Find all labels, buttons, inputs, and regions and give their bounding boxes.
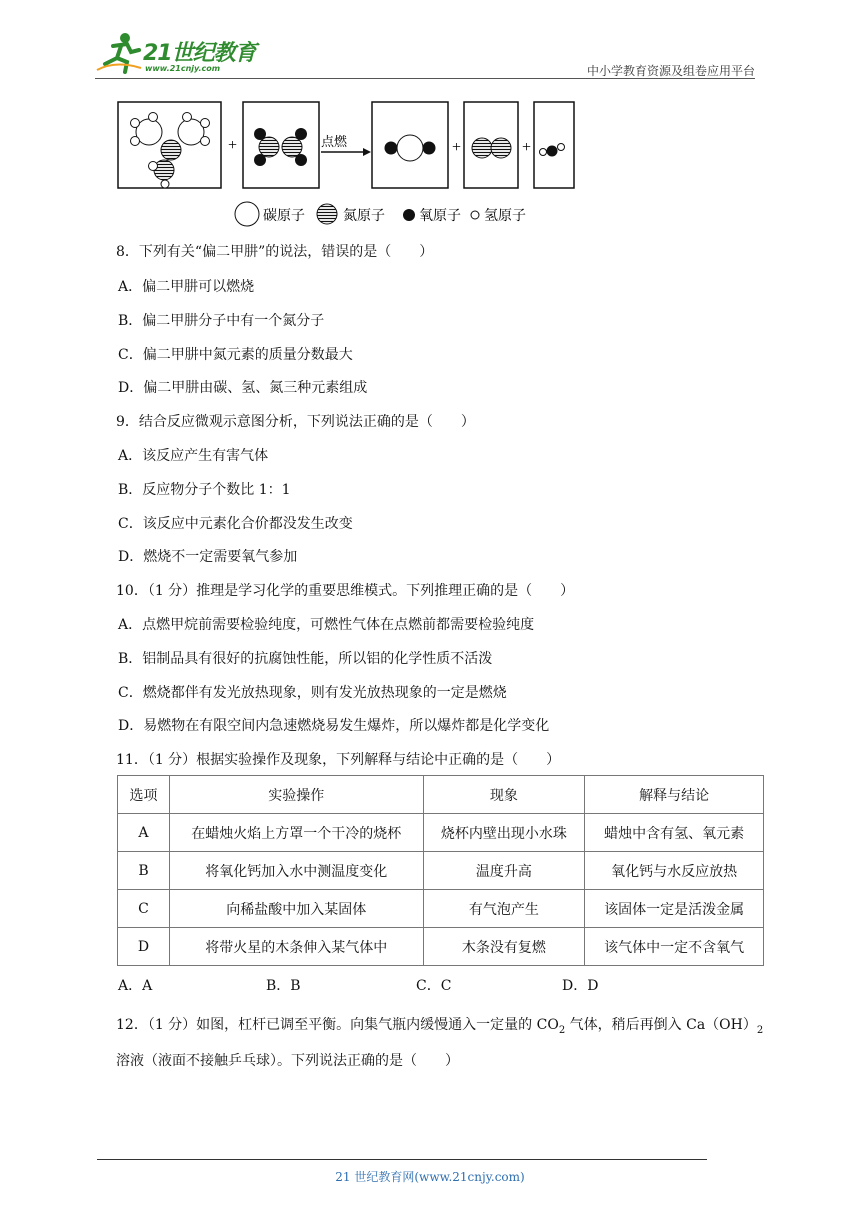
table-header: 现象 <box>423 776 585 814</box>
runner-logo-icon <box>95 30 143 74</box>
table-row <box>118 890 764 928</box>
plus-sign-2: + <box>452 139 462 156</box>
question-9 <box>116 411 475 431</box>
table-cell: 该固体一定是活泼金属 <box>585 890 764 928</box>
option-11d[interactable]: D．D <box>562 978 599 994</box>
question-stem: 下列有关“偏二甲肼”的说法，错误的是（ ） <box>138 244 434 260</box>
option-10a[interactable]: A．点燃甲烷前需要检验纯度，可燃性气体在点燃前都需要检验纯度 <box>118 617 535 633</box>
platform-name: 中小学教育资源及组卷应用平台 <box>586 64 755 78</box>
option-9c[interactable]: C．该反应中元素化合价都没发生改变 <box>118 516 353 532</box>
legend-hydrogen: 氢原子 <box>484 208 526 224</box>
product-box-co2 <box>372 102 448 188</box>
table-row <box>118 928 764 966</box>
option-8d[interactable]: D．偏二甲肼由碳、氢、氮三种元素组成 <box>118 380 368 396</box>
plus-sign-3: + <box>522 139 532 156</box>
table-cell: D <box>118 928 170 966</box>
nitrogen-atom-icon <box>317 204 337 224</box>
question-stem-part: （1 分）如图，杠杆已调至平衡。向集气瓶内缓慢通入一定量的 CO <box>147 1017 559 1033</box>
header-divider <box>95 78 755 79</box>
legend-nitrogen: 氮原子 <box>343 208 385 224</box>
table-header: 实验操作 <box>169 776 423 814</box>
legend-oxygen: 氧原子 <box>419 208 461 224</box>
option-11a[interactable]: A．A <box>118 978 153 994</box>
question-number: 10． <box>116 583 148 599</box>
question-number: 8． <box>116 244 139 260</box>
table-cell: 有气泡产生 <box>423 890 585 928</box>
question-8 <box>116 241 433 261</box>
arrow-label: 点燃 <box>321 135 348 150</box>
question-number: 9． <box>116 414 139 430</box>
option-10d[interactable]: D．易燃物在有限空间内急速燃烧易发生爆炸，所以爆炸都是化学变化 <box>118 718 550 734</box>
table-header: 解释与结论 <box>585 776 764 814</box>
table-row <box>118 814 764 852</box>
option-8c[interactable]: C．偏二甲肼中氮元素的质量分数最大 <box>118 347 353 363</box>
footer-divider <box>97 1159 707 1160</box>
table-header-row <box>118 776 764 814</box>
logo-url: www.21cnjy.com <box>145 64 221 73</box>
table-cell: C <box>118 890 170 928</box>
table-cell: 氧化钙与水反应放热 <box>585 852 764 890</box>
reaction-diagram <box>115 100 585 230</box>
question-10 <box>116 580 574 600</box>
question-stem-part: 溶液（液面不接触乒乓球）。下列说法正确的是（ ） <box>116 1052 459 1069</box>
product-box-h2o <box>534 102 574 188</box>
table-cell: 蜡烛中含有氢、氧元素 <box>585 814 764 852</box>
subscript: 2 <box>558 1024 566 1036</box>
reactant-box-2 <box>243 102 319 188</box>
option-11b[interactable]: B．B <box>266 978 301 994</box>
arrow-head-icon <box>363 148 371 156</box>
option-9a[interactable]: A．该反应产生有害气体 <box>118 448 269 464</box>
table-cell: 烧杯内壁出现小水珠 <box>423 814 585 852</box>
subscript: 2 <box>756 1024 764 1036</box>
table-header: 选项 <box>118 776 170 814</box>
option-11c[interactable]: C．C <box>416 978 452 994</box>
atom-legend <box>235 202 526 226</box>
plus-sign-1: + <box>228 137 238 154</box>
option-9b[interactable]: B．反应物分子个数比 1：1 <box>118 482 291 498</box>
option-9d[interactable]: D．燃烧不一定需要氧气参加 <box>118 549 298 565</box>
option-8a[interactable]: A．偏二甲肼可以燃烧 <box>118 279 255 295</box>
experiment-table <box>117 775 764 966</box>
table-cell: 将带火星的木条伸入某气体中 <box>169 928 423 966</box>
question-number: 11． <box>116 752 148 768</box>
table-cell: 木条没有复燃 <box>423 928 585 966</box>
question-11 <box>116 749 560 769</box>
table-cell: 向稀盐酸中加入某固体 <box>169 890 423 928</box>
option-8b[interactable]: B．偏二甲肼分子中有一个氮分子 <box>118 313 325 329</box>
table-cell: A <box>118 814 170 852</box>
table-cell: B <box>118 852 170 890</box>
option-10b[interactable]: B．铝制品具有很好的抗腐蚀性能，所以铝的化学性质不活泼 <box>118 651 493 667</box>
page-header <box>95 30 755 78</box>
question-number: 12． <box>116 1017 148 1033</box>
table-cell: 在蜡烛火焰上方罩一个干冷的烧杯 <box>169 814 423 852</box>
question-stem-part: 气体，稍后再倒入 Ca（OH） <box>565 1017 757 1033</box>
reactant-box-1 <box>118 102 221 188</box>
hydrogen-atom-icon <box>471 211 479 219</box>
table-cell: 温度升高 <box>423 852 585 890</box>
legend-carbon: 碳原子 <box>263 208 305 224</box>
page-footer[interactable]: 21 世纪教育网(www.21cnjy.com) <box>335 1170 525 1184</box>
option-10c[interactable]: C．燃烧都伴有发光放热现象，则有发光放热现象的一定是燃烧 <box>118 685 507 701</box>
table-cell: 该气体中一定不含氧气 <box>585 928 764 966</box>
carbon-atom-icon <box>235 202 259 226</box>
question-stem: 结合反应微观示意图分析，下列说法正确的是（ ） <box>138 414 475 430</box>
question-stem: （1 分）根据实验操作及现象，下列解释与结论中正确的是（ ） <box>147 752 561 768</box>
question-12 <box>116 1010 766 1076</box>
logo-text: 21世纪教育 <box>143 41 256 66</box>
table-cell: 将氧化钙加入水中测温度变化 <box>169 852 423 890</box>
product-box-n2 <box>464 102 518 188</box>
question-stem: （1 分）推理是学习化学的重要思维模式。下列推理正确的是（ ） <box>147 583 575 599</box>
table-row <box>118 852 764 890</box>
site-logo[interactable] <box>95 30 265 78</box>
oxygen-atom-icon <box>403 209 415 221</box>
